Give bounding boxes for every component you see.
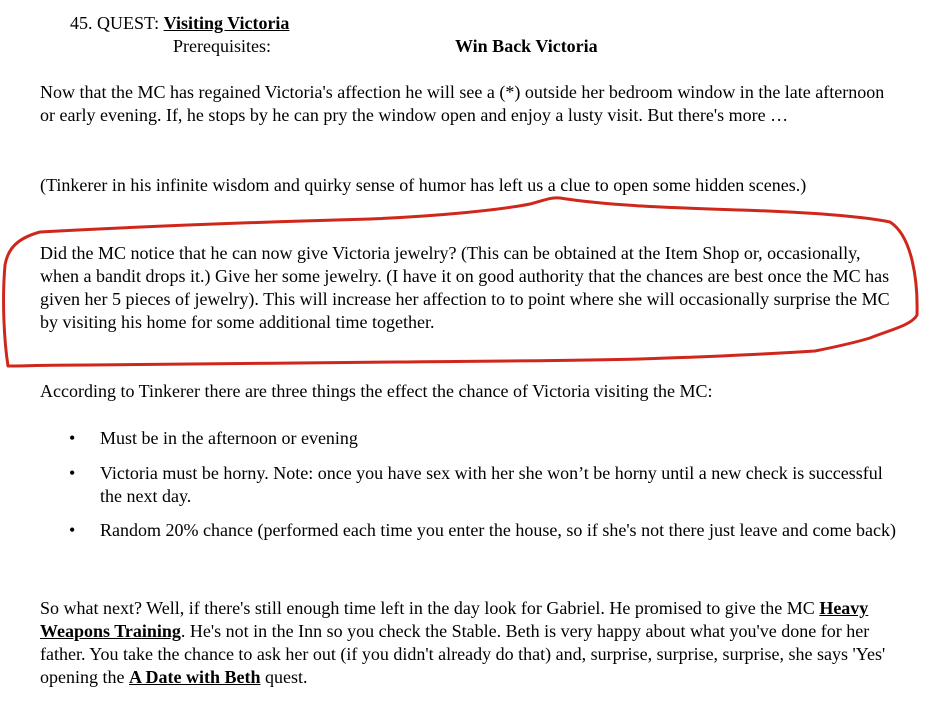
list-item [40,427,900,450]
list-item-text: Random 20% chance (performed each time you enter the house, so if she's not there just leave and come back) [100,520,896,540]
list-item [40,519,900,542]
prerequisites-label: Prerequisites: [173,36,271,56]
quest-number: 45. QUEST: [70,13,160,33]
conditions-list [40,427,900,542]
quest-heading [70,12,289,35]
bullet-icon: • [69,428,76,448]
date-with-beth-link[interactable]: A Date with Beth [128,667,261,687]
closing-text-3: quest. [260,667,308,687]
list-item-text: Must be in the afternoon or evening [100,428,358,448]
tinkerer-clue-paragraph: (Tinkerer in his infinite wisdom and quirky sense of humor has left us a clue to open some hidden scenes.) [40,175,807,195]
conditions-intro-paragraph: According to Tinkerer there are three things the effect the chance of Victoria visiting the MC: [40,381,713,401]
bullet-icon: • [69,463,76,483]
bullet-icon: • [69,520,76,540]
list-item-text: Victoria must be horny. Note: once you have sex with her she won’t be horny until a new check is successful the next day. [100,463,883,506]
heavy-weapons-training-link[interactable]: Heavy Weapons Training [40,598,869,641]
list-item [40,462,900,508]
quest-title: Visiting Victoria [163,13,290,33]
closing-paragraph [40,597,900,689]
closing-text-2: . He's not in the Inn so you check the Stable. Beth is very happy about what you've done for her father. You take the chance to ask her out (if you didn't already do that) and, surprise, surprise, surprise, she says 'Yes' opening the [40,621,886,687]
intro-paragraph: Now that the MC has regained Victoria's affection he will see a (*) outside her bedroom window in the late afternoon or early evening. If, he stops by he can pry the window open and enjoy a lusty visit. But there's more … [40,82,885,125]
jewelry-paragraph: Did the MC notice that he can now give Victoria jewelry? (This can be obtained at the Item Shop or, occasionally, when a bandit drops it.) Give her some jewelry. (I have it on good authority that the chances are best once the MC has given her 5 pieces of jewelry). This will increase her affection to to point where she will occasionally surprise the MC by visiting his home for some additional time together. [40,243,890,332]
prerequisites-value: Win Back Victoria [455,36,598,56]
closing-text-1: So what next? Well, if there's still enough time left in the day look for Gabriel. He promised to give the MC [40,598,820,618]
